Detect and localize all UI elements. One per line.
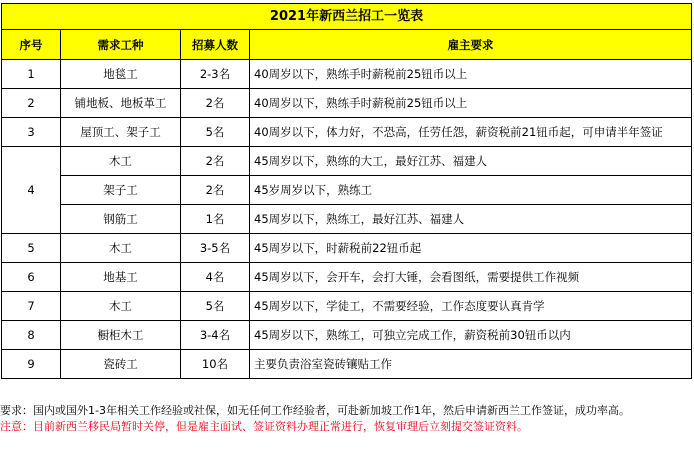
row-job: 橱柜木工 — [61, 321, 181, 350]
row-requirement: 40周岁以下，熟练手时薪税前25钮币以上 — [250, 89, 692, 118]
row-index: 6 — [2, 263, 61, 292]
row-job: 木工 — [61, 147, 181, 176]
table-title: 2021年新西兰招工一览表 — [2, 4, 692, 30]
row-count: 5名 — [181, 118, 250, 147]
row-job: 钢筋工 — [61, 205, 181, 234]
row-index: 1 — [2, 60, 61, 89]
row-count: 2-3名 — [181, 60, 250, 89]
row-requirement: 40周岁以下，熟练手时薪税前25钮币以上 — [250, 60, 692, 89]
row-job: 木工 — [61, 234, 181, 263]
row-count: 10名 — [181, 350, 250, 379]
table-row — [2, 176, 692, 205]
row-requirement: 45周岁以下，熟练工，可独立完成工作，薪资税前30钮币以内 — [250, 321, 692, 350]
header-row — [2, 30, 692, 60]
row-job: 屋顶工、架子工 — [61, 118, 181, 147]
recruitment-table — [1, 3, 692, 379]
row-requirement: 主要负责浴室瓷砖镶贴工作 — [250, 350, 692, 379]
row-count: 2名 — [181, 147, 250, 176]
table-row — [2, 205, 692, 234]
table-row — [2, 147, 692, 176]
row-index: 9 — [2, 350, 61, 379]
row-index: 7 — [2, 292, 61, 321]
row-count: 5名 — [181, 292, 250, 321]
row-job: 架子工 — [61, 176, 181, 205]
row-job: 地基工 — [61, 263, 181, 292]
header-count: 招募人数 — [181, 30, 250, 60]
row-index: 8 — [2, 321, 61, 350]
row-index: 5 — [2, 234, 61, 263]
row-job: 地毯工 — [61, 60, 181, 89]
requirement-note: 要求：国内或国外1-3年相关工作经验或社保，如无任何工作经验者，可赴新加坡工作1年，然后申请新西兰工作签证，成功率高。 — [0, 404, 630, 417]
row-requirement: 45周岁以下，熟练的大工，最好江苏、福建人 — [250, 147, 692, 176]
row-requirement: 45周岁以下，时薪税前22钮币起 — [250, 234, 692, 263]
row-requirement: 45周岁以下，熟练工，最好江苏、福建人 — [250, 205, 692, 234]
table-row — [2, 263, 692, 292]
row-requirement: 40周岁以下，体力好，不恐高，任劳任怨，薪资税前21钮币起，可申请半年签证 — [250, 118, 692, 147]
row-count: 3-5名 — [181, 234, 250, 263]
row-count: 2名 — [181, 89, 250, 118]
table-row — [2, 60, 692, 89]
row-requirement: 45岁周岁以下，熟练工 — [250, 176, 692, 205]
row-index: 2 — [2, 89, 61, 118]
row-count: 2名 — [181, 176, 250, 205]
notes-section — [0, 403, 694, 435]
table-row — [2, 292, 692, 321]
row-count: 3-4名 — [181, 321, 250, 350]
title-row — [2, 4, 692, 30]
warning-note: 注意：目前新西兰移民局暂时关停，但是雇主面试、签证资料办理正常进行，恢复审理后立刻提交签证资料。 — [0, 420, 528, 433]
table-row — [2, 89, 692, 118]
row-job: 木工 — [61, 292, 181, 321]
header-index: 序号 — [2, 30, 61, 60]
row-index: 3 — [2, 118, 61, 147]
row-requirement: 45周岁以下，学徒工，不需要经验，工作态度要认真肯学 — [250, 292, 692, 321]
row-count: 1名 — [181, 205, 250, 234]
row-job: 瓷砖工 — [61, 350, 181, 379]
table-row — [2, 118, 692, 147]
table-row — [2, 350, 692, 379]
row-count: 4名 — [181, 263, 250, 292]
header-job: 需求工种 — [61, 30, 181, 60]
table-row — [2, 234, 692, 263]
header-requirement: 雇主要求 — [250, 30, 692, 60]
row-job: 铺地板、地板革工 — [61, 89, 181, 118]
table-row — [2, 321, 692, 350]
row-index: 4 — [2, 147, 61, 234]
row-requirement: 45周岁以下，会开车，会打大锤，会看图纸，需要提供工作视频 — [250, 263, 692, 292]
